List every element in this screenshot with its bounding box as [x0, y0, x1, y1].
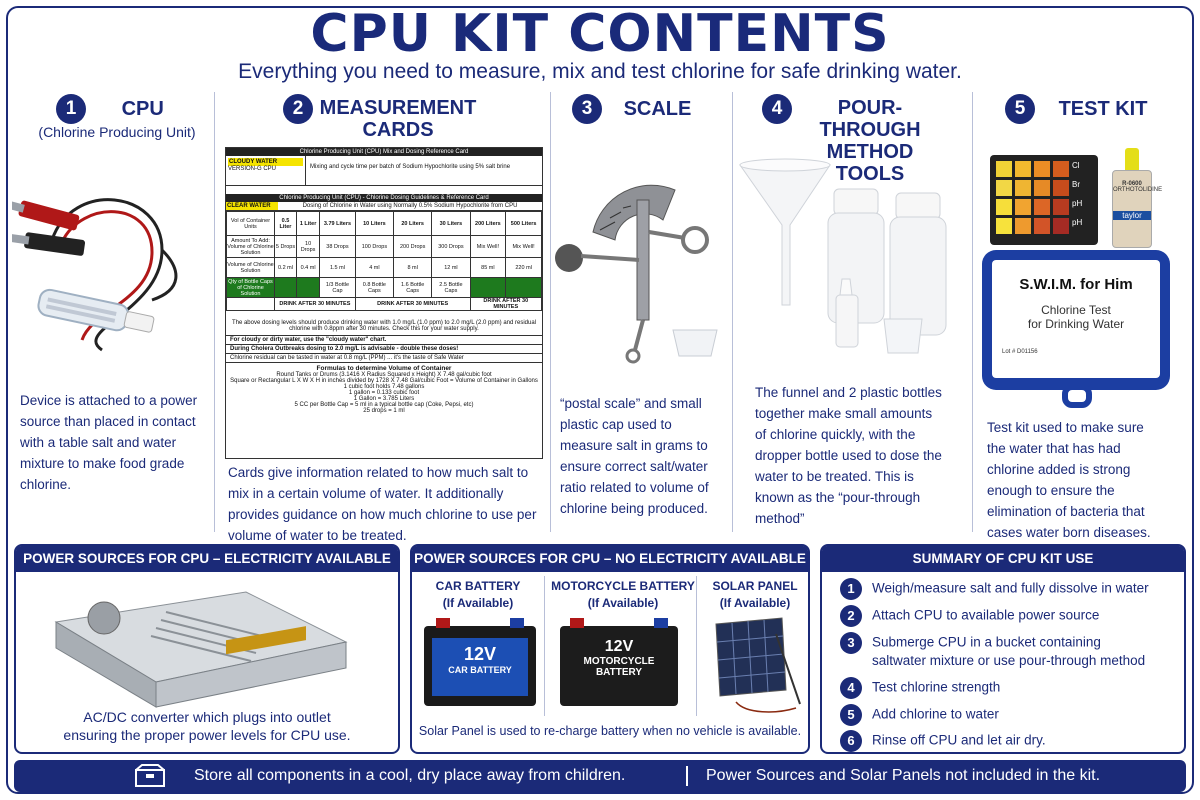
section-description: “postal scale” and small plastic cap used to measure salt in grams to ensure correct salt/water ratio related to volume of chlorine being produced. — [560, 396, 709, 516]
panel-no-electricity — [410, 544, 810, 754]
summary-step: 2 Attach CPU to available power source — [840, 605, 1099, 627]
summary-step: 3 Submerge CPU in a bucket containing — [840, 632, 1101, 654]
section-description: Test kit used to make sure the water that has had chlorine added is strong enough to ensure the elimination of bacteria that cases water born diseases. — [987, 420, 1151, 540]
summary-step-continued: saltwater mixture or use pour-through method — [872, 653, 1146, 668]
section-title: SCALE — [623, 98, 692, 120]
footer-divider — [686, 766, 688, 786]
panel-heading: SUMMARY OF CPU KIT USE — [822, 546, 1184, 572]
reagent-bottle-image: R-0600 ORTHOTOLIDINE taylor — [1112, 148, 1152, 248]
section-description: The funnel and 2 plastic bottles together make small amounts of chlorine quickly, with the dropper bottle used to dose the water to be treated. This is known as the “pour-through method” — [755, 385, 942, 526]
page-title: CPU KIT CONTENTS — [310, 4, 890, 64]
solar-panel-sub: (If Available) — [719, 596, 791, 610]
page-subtitle: Everything you need to measure, mix and test chlorine for safe drinking water. — [238, 60, 962, 83]
summary-step: 5 Add chlorine to water — [840, 704, 999, 726]
summary-step: 4 Test chlorine strength — [840, 677, 1000, 699]
car-battery-title: CAR BATTERY — [435, 579, 521, 593]
section-title: CPU — [121, 98, 164, 120]
footer-storage-note: Store all components in a cool, dry place away from children. — [194, 767, 626, 784]
panel-heading: POWER SOURCES FOR CPU – ELECTRICITY AVAILABLE — [16, 546, 398, 572]
panel-electricity-available — [14, 544, 400, 754]
step-number-badge: 4 — [762, 94, 792, 124]
solar-panel-image — [706, 614, 806, 718]
panel-description-line2: ensuring the proper power levels for CPU use. — [63, 727, 351, 743]
step-number-badge: 1 — [56, 94, 86, 124]
measurement-card-image: Chlorine Producing Unit (CPU) Mix and Dosing Reference Card CLOUDY WATER VERSION-G CPU Mixing and cycle time per batch of Sodium Hypochlorite using 5% salt brine Chlorine Producing Unit (CPU) - Chlorine Dosing Guidelines & Reference Card CLEAR WATER Dosing of Chlorine in Water using Normally 0.5% Sodium Hypochlorite from CPU Vol of Container Units 0.5 Liter 1 Liter 3.79 Liters 10 Liters 20 Liters 30 Liters 200 Liters 500 Liters Amount To Add: Volume of Chlorine Solution 5 Drops 10 Drops 38 Drops 100 Drops 200 Drops 300 Drops Mix Well! Mix Well! Volume of Chlorine Solution 0.2 ml 0.4 ml 1.5 ml 4 ml 8 ml 12 ml 85 ml 220 ml Qty of Bottle Caps of Chlorine Solution 1/3 Bottle Cap 0.8 Bottle Caps 1.6 Bottle Caps 2.5 Bottle Caps DRINK AFTER 30 MINUTES DRINK AFTER 30 MINUTES DRINK AFTER 30 MINUTES The above dosing levels should produce drinking water with 1.0 mg/L (1.0 ppm) to 2.0 mg/L (2.0 ppm) and residual chlorine with 0.8ppm after 30 minutes. Check this for your water supply. For cloudy or dirty water, use the "cloudy water" chart. During Cholera Outbreaks dosing to 2.0 mg/L is advisable - double these doses! Chlorine residual can be tasted in water at 0.8 mg/L (PPM) ... it's the taste of Safe Water Formulas to determine Volume of Container Round Tanks or Drums (3.1416 X Radius Squared x Height) X 7.48 gal/cubic foot Square or Rectangular L X W X H in inches divided by 1728 X 7.48 Gal/cubic Foot = Volume of Container in Gallons 1 cubic foot holds 7.48 gallons 1 gallon = 0.133 cubic foot 1 Gallon = 3.785 Liters 5 CC per Bottle Cap = 5 ml in a typical bottle cap (Coke, Pepsi, etc) 25 drops = 1 ml — [225, 147, 543, 459]
funnel-and-bottles-image — [736, 155, 968, 370]
panel-summary — [820, 544, 1186, 754]
column-divider — [732, 92, 733, 532]
column-divider — [972, 92, 973, 532]
panel-heading: POWER SOURCES FOR CPU – NO ELECTRICITY AVAILABLE — [412, 546, 808, 572]
section-title-line2: METHOD TOOLS — [826, 141, 914, 185]
footer-disclaimer: Power Sources and Solar Panels not included in the kit. — [706, 767, 1101, 784]
column-divider — [214, 92, 215, 532]
section-description: Cards give information related to how much salt to mix in a certain volume of water. It additionally provides guidance on how much chlorine to use per volume of water to be treated. — [228, 465, 537, 543]
section-title-line2: CARDS — [362, 119, 434, 141]
cpu-device-image — [12, 180, 207, 360]
solar-panel-title: SOLAR PANEL — [712, 579, 798, 593]
section-title: TEST KIT — [1058, 98, 1148, 120]
motorcycle-battery-title: MOTORCYCLE BATTERY — [551, 579, 695, 593]
car-battery-sub: (If Available) — [442, 596, 514, 610]
panel-description: Solar Panel is used to re-charge battery when no vehicle is available. — [418, 724, 802, 738]
motorcycle-battery-image: 12V MOTORCYCLE BATTERY — [560, 626, 678, 706]
footer-bar — [14, 760, 1186, 792]
step-number-badge: 5 — [1005, 94, 1035, 124]
postal-scale-image — [555, 160, 730, 370]
section-title-line1: POUR-THROUGH — [819, 97, 921, 141]
section-description: Device is attached to a power source than placed in contact with a table salt and water mixture to make food grade chlorine. — [20, 393, 198, 492]
step-number-badge: 2 — [283, 94, 313, 124]
summary-step: 1 Weigh/measure salt and fully dissolve in water — [840, 578, 1149, 600]
motorcycle-battery-sub: (If Available) — [587, 596, 659, 610]
summary-step: 6 Rinse off CPU and let air dry. — [840, 730, 1046, 752]
panel-description-line1: AC/DC converter which plugs into outlet — [83, 709, 331, 725]
case-hanger-loop — [1062, 384, 1092, 408]
color-comparator-image: Cl Br pH pH — [990, 155, 1098, 245]
car-battery-image: 12V CAR BATTERY — [424, 626, 536, 706]
ac-dc-converter-image — [46, 582, 366, 712]
section-title-line1: MEASUREMENT — [319, 97, 477, 119]
column-divider — [550, 92, 551, 532]
section-subtitle: (Chlorine Producing Unit) — [38, 124, 196, 140]
step-number-badge: 3 — [572, 94, 602, 124]
test-kit-case-image: S.W.I.M. for Him Chlorine Test for Drinking Water Lot # D01156 — [982, 250, 1170, 390]
storage-box-icon — [134, 764, 166, 788]
